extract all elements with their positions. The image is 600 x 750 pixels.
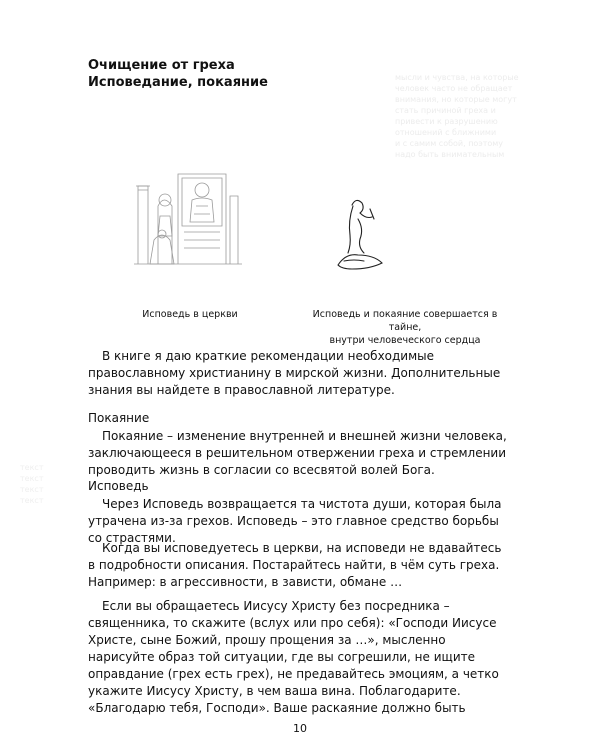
caption-church-confession: Исповедь в церкви [142,309,238,320]
heading-line-1: Очищение от греха [88,58,235,73]
section-heading [88,57,268,91]
page-number: 10 [293,722,307,735]
caption-right-line-1: Исповедь и покаяние совершается в тайне, [312,309,498,333]
church-confession-paragraph: Когда вы исповедуетесь в церкви, на исповеди не вдавайтесь в подробности описания. Постарайтесь найти, в чём суть греха. Например: в агрессивности, в зависти, обмане … [88,541,502,589]
church-confession-illustration [134,156,242,266]
intro-paragraph: В книге я даю краткие рекомендации необходимые православному христианину в мирской жизни. Дополнительные знания вы найдете в православной литературе. [88,349,501,397]
bleed-through-text-left: текст текст текст текст [20,463,44,505]
caption-secret-confession [300,308,510,347]
bleed-through-text: мысли и чувства, на которые человек часто не обращает внимания, но которые могут стать причиной греха и привести к разрушению отношений с ближними и с самим собой, поэтому надо быть внимательным [395,73,519,159]
repentance-paragraph: Покаяние – изменение внутренней и внешней жизни человека, заключающееся в решительном отвержении греха и стремлении проводить жизнь в согласии со всесвятой волей Бога. [88,429,507,477]
caption-right-line-2: внутри человеческого сердца [329,335,481,346]
kneeling-prayer-illustration [330,195,388,271]
repentance-heading: Покаяние [88,411,150,425]
heading-line-2: Исповедание, покаяние [88,75,268,90]
confession-paragraph: Через Исповедь возвращается та чистота души, которая была утрачена из-за грехов. Исповедь – это главное средство борьбы со страстями. [88,497,502,545]
direct-prayer-paragraph: Если вы обращаетесь Иисусу Христу без посредника – священника, то скажите (вслух или про себя): «Господи Иисусе Христе, сыне Божий, прошу прощения за …», мысленно нарисуйте образ той ситуации, где вы согрешили, не ищите оправдание (грех есть грех), не предавайтесь эмоциям, а четко укажите Иисусу Христу, в чем ваша вина. Поблагодарите. «Благодарю тебя, Господи». Ваше раскаяние должно быть [88,599,499,715]
confession-heading: Исповедь [88,479,149,493]
